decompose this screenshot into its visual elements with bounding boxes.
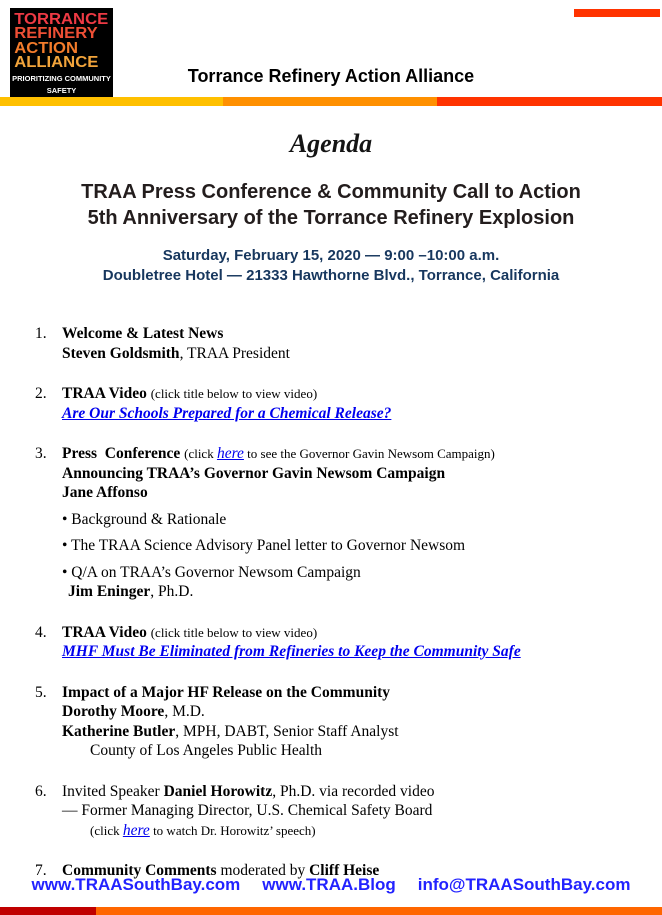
text-run: (click title below to view video) bbox=[150, 386, 318, 401]
text-run: , MPH, DABT, Senior Staff Analyst bbox=[175, 722, 399, 740]
event-headline bbox=[0, 179, 662, 231]
logo-wordmark bbox=[14, 10, 109, 71]
text-run: Daniel Horowitz bbox=[163, 782, 273, 800]
gradient-bar-segment bbox=[223, 97, 437, 106]
item-lines bbox=[62, 384, 642, 423]
agenda-line bbox=[62, 801, 642, 821]
agenda-line bbox=[62, 642, 642, 662]
agenda-line bbox=[62, 702, 642, 722]
agenda-item bbox=[35, 384, 642, 423]
text-run: Dorothy Moore bbox=[62, 703, 165, 720]
item-number: 4. bbox=[35, 623, 47, 641]
agenda-line bbox=[62, 404, 642, 424]
agenda-title: Agenda bbox=[289, 129, 373, 158]
video-title-link[interactable]: Are Our Schools Prepared for a Chemical Release? bbox=[62, 404, 392, 422]
item-lines bbox=[62, 324, 642, 363]
header-gradient-bar bbox=[0, 97, 662, 106]
gradient-bar-segment bbox=[96, 907, 662, 915]
here-link[interactable]: here bbox=[216, 445, 244, 462]
agenda-line bbox=[62, 623, 642, 643]
video-title-link[interactable]: MHF Must Be Eliminated from Refineries to Keep the Community Safe bbox=[62, 643, 521, 660]
text-run: to see the Governor Gavin Newsom Campaign) bbox=[243, 446, 495, 461]
item-number: 5. bbox=[35, 683, 47, 701]
text-run: (click bbox=[90, 822, 123, 838]
agenda-line bbox=[62, 464, 642, 484]
agenda-line bbox=[62, 483, 642, 503]
agenda-line bbox=[62, 821, 642, 841]
item-number: 2. bbox=[35, 385, 47, 402]
text-run: , Ph.D. via recorded video bbox=[272, 782, 435, 800]
agenda-item bbox=[35, 683, 642, 761]
agenda-line bbox=[62, 782, 642, 802]
text-run: (click bbox=[184, 446, 217, 461]
agenda-line bbox=[62, 510, 642, 530]
agenda-line bbox=[62, 384, 642, 404]
text-run: Jane Affonso bbox=[62, 484, 148, 501]
top-right-accent-bar bbox=[574, 9, 660, 17]
text-run: (click title below to view video) bbox=[150, 624, 318, 640]
logo-wordmark-line: TORRANCE bbox=[14, 10, 109, 28]
agenda-line bbox=[62, 344, 642, 364]
headline-line1: TRAA Press Conference & Community Call to Action bbox=[81, 181, 581, 203]
item-number: 3. bbox=[35, 445, 47, 462]
item-lines bbox=[62, 782, 642, 841]
text-run: County of Los Angeles Public Health bbox=[90, 742, 323, 759]
item-number: 6. bbox=[35, 782, 47, 800]
bottom-gradient-bar bbox=[0, 907, 662, 915]
agenda-line bbox=[62, 741, 642, 761]
agenda-list bbox=[35, 324, 642, 881]
text-run: Steven Goldsmith bbox=[62, 344, 180, 362]
gradient-bar-segment bbox=[437, 97, 662, 106]
text-run: , M.D. bbox=[164, 703, 205, 720]
gradient-bar-segment bbox=[0, 97, 223, 106]
event-datetime: Saturday, February 15, 2020 — 9:00 –10:00 a.m. bbox=[162, 247, 500, 264]
text-run: — Former Managing Director, U.S. Chemical Safety Board bbox=[62, 802, 433, 819]
logo-wordmark-line: ACTION bbox=[14, 39, 79, 57]
text-run: , TRAA President bbox=[179, 344, 290, 362]
text-run: Jim Eninger bbox=[68, 583, 151, 600]
text-run: Invited Speaker bbox=[62, 782, 164, 800]
here-link[interactable]: here bbox=[122, 821, 150, 839]
text-run: • Q/A on TRAA’s Governor Newsom Campaign bbox=[62, 563, 361, 581]
agenda-line bbox=[62, 582, 642, 602]
footer-link[interactable]: www.TRAASouthBay.com bbox=[31, 875, 241, 894]
footer-links bbox=[0, 875, 662, 895]
text-run: Community Comments bbox=[62, 862, 217, 879]
text-run: TRAA Video bbox=[62, 623, 147, 641]
logo-wordmark-line: ALLIANCE bbox=[14, 54, 99, 71]
agenda-item bbox=[35, 623, 642, 662]
item-lines bbox=[62, 444, 642, 602]
headline-line2: 5th Anniversary of the Torrance Refinery Explosion bbox=[87, 207, 575, 229]
text-run: Press Conference bbox=[62, 445, 181, 462]
text-run: Katherine Butler bbox=[62, 722, 176, 740]
agenda-line bbox=[62, 536, 642, 556]
agenda-item bbox=[35, 324, 642, 363]
agenda-item bbox=[35, 444, 642, 602]
item-lines bbox=[62, 623, 642, 662]
text-run: • Background & Rationale bbox=[62, 510, 227, 528]
footer-link[interactable]: www.TRAA.Blog bbox=[262, 875, 396, 894]
item-lines bbox=[62, 683, 642, 761]
agenda-line bbox=[62, 722, 642, 742]
text-run: TRAA Video bbox=[62, 385, 147, 402]
text-run: Impact of a Major HF Release on the Community bbox=[62, 683, 391, 701]
item-number: 7. bbox=[35, 862, 47, 879]
event-details bbox=[0, 246, 662, 286]
text-run: to watch Dr. Horowitz’ speech) bbox=[149, 822, 316, 838]
agenda-line bbox=[62, 444, 642, 464]
text-run: Welcome & Latest News bbox=[62, 325, 224, 342]
text-run: moderated by bbox=[216, 862, 310, 879]
item-number: 1. bbox=[35, 325, 47, 342]
agenda-line bbox=[62, 324, 642, 344]
event-location: Doubletree Hotel — 21333 Hawthorne Blvd., Torrance, California bbox=[102, 267, 560, 284]
text-run: Announcing TRAA’s Governor Gavin Newsom Campaign bbox=[62, 464, 446, 482]
agenda-item bbox=[35, 782, 642, 841]
text-run: • The TRAA Science Advisory Panel letter to Governor Newsom bbox=[62, 537, 466, 554]
logo-tagline-line2: SAFETY bbox=[46, 85, 77, 95]
gradient-bar-segment bbox=[0, 907, 96, 915]
footer-link[interactable]: info@TRAASouthBay.com bbox=[417, 875, 631, 894]
text-run: Cliff Heise bbox=[309, 862, 380, 879]
text-run: , Ph.D. bbox=[150, 583, 194, 600]
agenda-line bbox=[62, 563, 642, 583]
logo-tagline-line1: PRIORITIZING COMMUNITY bbox=[12, 73, 111, 83]
logo-wordmark-line: REFINERY bbox=[14, 25, 99, 42]
org-title: Torrance Refinery Action Alliance bbox=[187, 66, 475, 86]
agenda-line bbox=[62, 683, 642, 703]
